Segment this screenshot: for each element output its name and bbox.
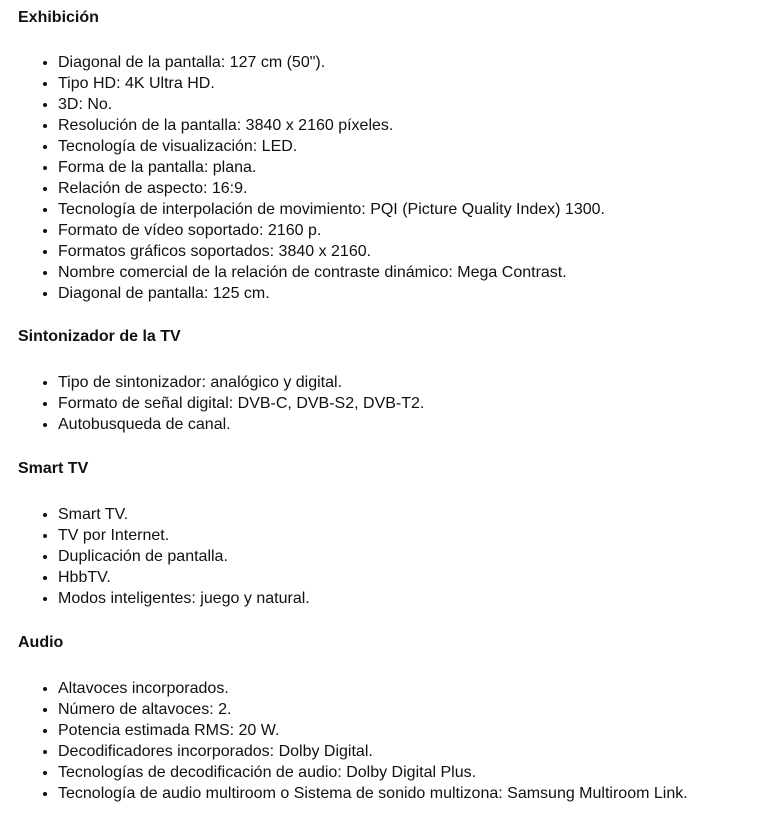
list-item: • Diagonal de la pantalla: 127 cm (50").: [58, 52, 782, 73]
spec-list-sintonizador: [18, 372, 782, 435]
list-item: • Forma de la pantalla: plana.: [58, 157, 782, 178]
list-item: • Tecnología de interpolación de movimiento: PQI (Picture Quality Index) 1300.: [58, 199, 782, 220]
spec-list-smart-tv: [18, 504, 782, 609]
list-item: • Tecnologías de decodificación de audio: Dolby Digital Plus.: [58, 762, 782, 783]
section-title-exhibicion: Exhibición: [18, 9, 99, 26]
section-audio: [18, 633, 782, 804]
list-item: • Diagonal de pantalla: 125 cm.: [58, 283, 782, 304]
list-item: • 3D: No.: [58, 94, 782, 115]
section-title-sintonizador: Sintonizador de la TV: [18, 328, 181, 345]
section-smart-tv: [18, 459, 782, 633]
list-item: • Altavoces incorporados.: [58, 678, 782, 699]
list-item: • Tipo de sintonizador: analógico y digital.: [58, 372, 782, 393]
list-item: • Autobusqueda de canal.: [58, 414, 782, 435]
list-item: • Duplicación de pantalla.: [58, 546, 782, 567]
section-sintonizador: [18, 327, 782, 459]
list-item: • Tecnología de visualización: LED.: [58, 136, 782, 157]
list-item: • Formatos gráficos soportados: 3840 x 2160.: [58, 241, 782, 262]
section-title-audio: Audio: [18, 634, 64, 651]
list-item: • Número de altavoces: 2.: [58, 699, 782, 720]
list-item: • Formato de señal digital: DVB-C, DVB-S2, DVB-T2.: [58, 393, 782, 414]
spec-list-audio: [18, 678, 782, 804]
list-item: • Tipo HD: 4K Ultra HD.: [58, 73, 782, 94]
list-item: • Tecnología de audio multiroom o Sistema de sonido multizona: Samsung Multiroom Link.: [58, 783, 782, 804]
spec-list-exhibicion: [18, 52, 782, 304]
section-exhibicion: [18, 8, 782, 327]
list-item: • Decodificadores incorporados: Dolby Digital.: [58, 741, 782, 762]
list-item: • Modos inteligentes: juego y natural.: [58, 588, 782, 609]
list-item: • Smart TV.: [58, 504, 782, 525]
section-title-smart-tv: Smart TV: [18, 460, 89, 477]
list-item: • TV por Internet.: [58, 525, 782, 546]
list-item: • Resolución de la pantalla: 3840 x 2160 píxeles.: [58, 115, 782, 136]
list-item: • HbbTV.: [58, 567, 782, 588]
list-item: • Nombre comercial de la relación de contraste dinámico: Mega Contrast.: [58, 262, 782, 283]
list-item: • Relación de aspecto: 16:9.: [58, 178, 782, 199]
list-item: • Formato de vídeo soportado: 2160 p.: [58, 220, 782, 241]
list-item: • Potencia estimada RMS: 20 W.: [58, 720, 782, 741]
